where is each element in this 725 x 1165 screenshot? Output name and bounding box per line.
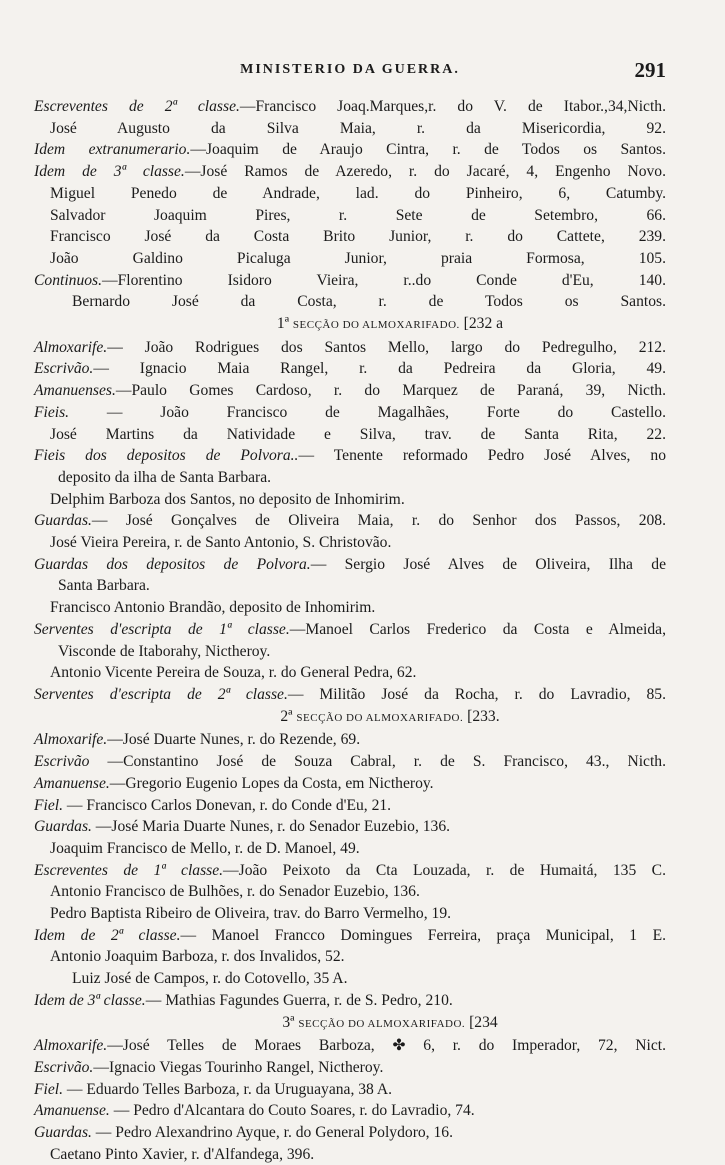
entry-role-label: Idem de 2ª classe. <box>34 926 181 944</box>
entry-line <box>34 729 666 751</box>
entry-text: Visconde de Itaborahy, Nictheroy. <box>58 642 271 660</box>
entry-line <box>34 291 666 313</box>
entry-line <box>34 903 666 925</box>
entry-text: — Tenente reformado Pedro José Alves, no <box>298 447 666 465</box>
entry-line <box>34 96 666 118</box>
entry-line <box>34 816 666 838</box>
entry-text: —José Telles de Moraes Barboza, ✤ 6, r. do Imperador, 72, Nict. <box>107 1037 666 1055</box>
entry-line <box>34 1144 666 1165</box>
section-ordinal: 3ª <box>282 1013 295 1031</box>
entry-line <box>34 619 666 641</box>
entry-role-label: Fieis dos depositos de Polvora.. <box>34 447 299 465</box>
entry-role-label: Escreventes de 2ª classe. <box>34 98 240 115</box>
entry-line <box>34 1100 666 1122</box>
entry-text: — Manoel Francco Domingues Ferreira, praça Municipal, 1 E. <box>180 926 666 944</box>
entry-role-label: Continuos. <box>34 271 103 289</box>
page-number: 291 <box>634 58 666 82</box>
entry-text: Pedro Baptista Ribeiro de Oliveira, trav. do Barro Vermelho, 19. <box>50 905 452 923</box>
section-heading <box>34 1012 666 1036</box>
section-reference: [234 <box>469 1013 498 1031</box>
entry-role-label: Amanuense. <box>34 774 110 792</box>
entry-role-label: Almoxarife. <box>34 731 108 749</box>
entry-line <box>34 925 666 947</box>
entry-line <box>34 554 666 576</box>
entry-line <box>34 380 666 402</box>
entry-role-label: Idem de 3ª classe. <box>34 163 185 181</box>
section-reference: [233. <box>467 707 500 725</box>
entry-line <box>34 795 666 817</box>
running-title: MINISTERIO DA GUERRA. <box>240 62 460 77</box>
section-heading <box>34 706 666 730</box>
entry-role-label: Fiel. <box>34 796 64 814</box>
entry-line <box>34 139 666 161</box>
section-title: SECÇÃO DO ALMOXARIFADO. <box>292 319 460 332</box>
entry-role-label: Almoxarife. <box>34 1037 108 1055</box>
entry-text: — Ignacio Maia Rangel, r. da Pedreira da Gloria, 49. <box>93 360 666 378</box>
entry-line <box>34 337 666 359</box>
entry-text: —Ignacio Viegas Tourinho Rangel, Nictheroy. <box>93 1058 384 1076</box>
section-heading <box>34 313 666 337</box>
entry-line <box>34 662 666 684</box>
entry-role-label: Idem extranumerario. <box>34 141 191 159</box>
entry-text: — Pedro Alexandrino Ayque, r. do General Polydoro, 16. <box>91 1124 453 1142</box>
entry-text: Caetano Pinto Xavier, r. d'Alfandega, 396. <box>50 1145 315 1163</box>
entry-line <box>34 860 666 882</box>
entry-line <box>34 402 666 424</box>
section-title: SECÇÃO DO ALMOXARIFADO. <box>298 1017 466 1030</box>
entry-line <box>34 751 666 773</box>
entry-text: José Augusto da Silva Maia, r. da Misericordia, 92. <box>50 119 666 137</box>
entry-text: Francisco José da Costa Brito Junior, r. do Cattete, 239. <box>50 228 666 246</box>
entry-text: — Francisco Carlos Donevan, r. do Conde d'Eu, 21. <box>63 796 392 814</box>
entry-role-label: Escrivão. <box>34 1058 94 1076</box>
entry-role-label: Guardas. <box>34 1124 92 1142</box>
entry-text: Antonio Vicente Pereira de Souza, r. do General Pedra, 62. <box>50 664 417 682</box>
section-reference: [232 a <box>463 315 504 333</box>
entry-text: — João Rodrigues dos Santos Mello, largo do Pedregulho, 212. <box>107 338 666 356</box>
entry-text: — Eduardo Telles Barboza, r. da Uruguayana, 38 A. <box>63 1080 393 1098</box>
entry-text: — Mathias Fagundes Guerra, r. de S. Pedro, 210. <box>145 991 453 1009</box>
entry-text: Delphim Barboza dos Santos, no deposito de Inhomirim. <box>50 490 405 508</box>
entry-line <box>34 358 666 380</box>
section-ordinal: 2ª <box>280 707 293 725</box>
entry-line <box>34 684 666 706</box>
entry-line <box>34 1122 666 1144</box>
entry-line <box>34 118 666 140</box>
entry-role-label: Almoxarife. <box>34 338 108 356</box>
entry-text: —José Maria Duarte Nunes, r. do Senador Euzebio, 136. <box>91 818 451 836</box>
entry-line <box>34 467 666 489</box>
directory-listing <box>34 96 666 1165</box>
entry-line <box>34 597 666 619</box>
entry-text: —José Ramos de Azeredo, r. do Jacaré, 4, Engenho Novo. <box>184 163 666 181</box>
entry-text: — José Gonçalves de Oliveira Maia, r. do Senhor dos Passos, 208. <box>91 512 666 530</box>
entry-text: Joaquim Francisco de Mello, r. de D. Manoel, 49. <box>50 839 360 857</box>
entry-text: José Vieira Pereira, r. de Santo Antonio, S. Christovão. <box>50 534 392 552</box>
entry-role-label: Amanuense. <box>34 1102 110 1120</box>
entry-line <box>34 968 666 990</box>
entry-role-label: Escrivão <box>34 753 90 771</box>
document-page <box>34 58 666 1165</box>
entry-text: —Paulo Gomes Cardoso, r. do Marquez de Paraná, 39, Nicth. <box>115 382 666 400</box>
entry-line <box>34 946 666 968</box>
entry-line <box>34 270 666 292</box>
entry-role-label: Escreventes de 1ª classe. <box>34 861 224 879</box>
entry-text: Luiz José de Campos, r. do Cotovello, 35 A. <box>72 970 348 988</box>
entry-line <box>34 575 666 597</box>
entry-text: Bernardo José da Costa, r. de Todos os Santos. <box>72 293 666 311</box>
entry-role-label: Fieis. <box>34 403 70 421</box>
entry-text: — Pedro d'Alcantara do Couto Soares, r. do Lavradio, 74. <box>109 1102 475 1120</box>
entry-text: Santa Barbara. <box>58 577 150 595</box>
entry-text: —João Peixoto da Cta Louzada, r. de Humaitá, 135 C. <box>223 861 666 879</box>
entry-role-label: Amanuenses. <box>34 382 116 400</box>
entry-text: Salvador Joaquim Pires, r. Sete de Setembro, 66. <box>50 206 666 224</box>
entry-text: Antonio Joaquim Barboza, r. dos Invalidos, 52. <box>50 948 345 966</box>
entry-text: —José Duarte Nunes, r. do Rezende, 69. <box>107 731 361 749</box>
entry-text: — Militão José da Rocha, r. do Lavradio, 85. <box>287 685 666 703</box>
entry-role-label: Escrivão. <box>34 360 94 378</box>
entry-role-label: Idem de 3ª classe. <box>34 991 146 1009</box>
entry-line <box>34 532 666 554</box>
page-header <box>34 58 666 96</box>
entry-text: —Francisco Joaq.Marques,r. do V. de Itabor.,34,Nicth. <box>239 98 666 115</box>
entry-text: —Joaquim de Araujo Cintra, r. de Todos os Santos. <box>190 141 666 159</box>
entry-text: Miguel Penedo de Andrade, lad. do Pinheiro, 6, Catumby. <box>50 184 666 202</box>
entry-line <box>34 1079 666 1101</box>
entry-line <box>34 881 666 903</box>
entry-line <box>34 248 666 270</box>
entry-text: —Gregorio Eugenio Lopes da Costa, em Nictheroy. <box>109 774 434 792</box>
entry-text: José Martins da Natividade e Silva, trav. de Santa Rita, 22. <box>50 425 666 443</box>
entry-role-label: Serventes d'escripta de 2ª classe. <box>34 685 288 703</box>
entry-line <box>34 489 666 511</box>
entry-text: Antonio Francisco de Bulhões, r. do Senador Euzebio, 136. <box>50 883 420 901</box>
entry-line <box>34 226 666 248</box>
section-title: SECÇÃO DO ALMOXARIFADO. <box>296 711 464 724</box>
entry-text: —Florentino Isidoro Vieira, r..do Conde d'Eu, 140. <box>102 271 666 289</box>
entry-role-label: Fiel. <box>34 1080 64 1098</box>
entry-text: — João Francisco de Magalhães, Forte do Castello. <box>69 403 666 421</box>
entry-line <box>34 445 666 467</box>
entry-role-label: Guardas. <box>34 818 92 836</box>
entry-line <box>34 1035 666 1057</box>
entry-line <box>34 183 666 205</box>
entry-text: Francisco Antonio Brandão, deposito de Inhomirim. <box>50 599 376 617</box>
entry-role-label: Guardas dos depositos de Polvora. <box>34 555 311 573</box>
entry-role-label: Guardas. <box>34 512 92 530</box>
entry-text: João Galdino Picaluga Junior, praia Formosa, 105. <box>50 249 666 267</box>
entry-text: — Sergio José Alves de Oliveira, Ilha de <box>310 555 667 573</box>
entry-text: —Constantino José de Souza Cabral, r. de S. Francisco, 43., Nicth. <box>89 753 666 771</box>
section-ordinal: 1ª <box>276 315 290 333</box>
entry-line <box>34 205 666 227</box>
entry-line <box>34 773 666 795</box>
entry-text: deposito da ilha de Santa Barbara. <box>58 468 272 486</box>
entry-line <box>34 838 666 860</box>
entry-line <box>34 641 666 663</box>
entry-text: —Manoel Carlos Frederico da Costa e Almeida, <box>289 620 666 638</box>
entry-line <box>34 161 666 183</box>
entry-line <box>34 424 666 446</box>
entry-line <box>34 990 666 1012</box>
entry-line <box>34 1057 666 1079</box>
entry-role-label: Serventes d'escripta de 1ª classe. <box>34 620 290 638</box>
entry-line <box>34 510 666 532</box>
